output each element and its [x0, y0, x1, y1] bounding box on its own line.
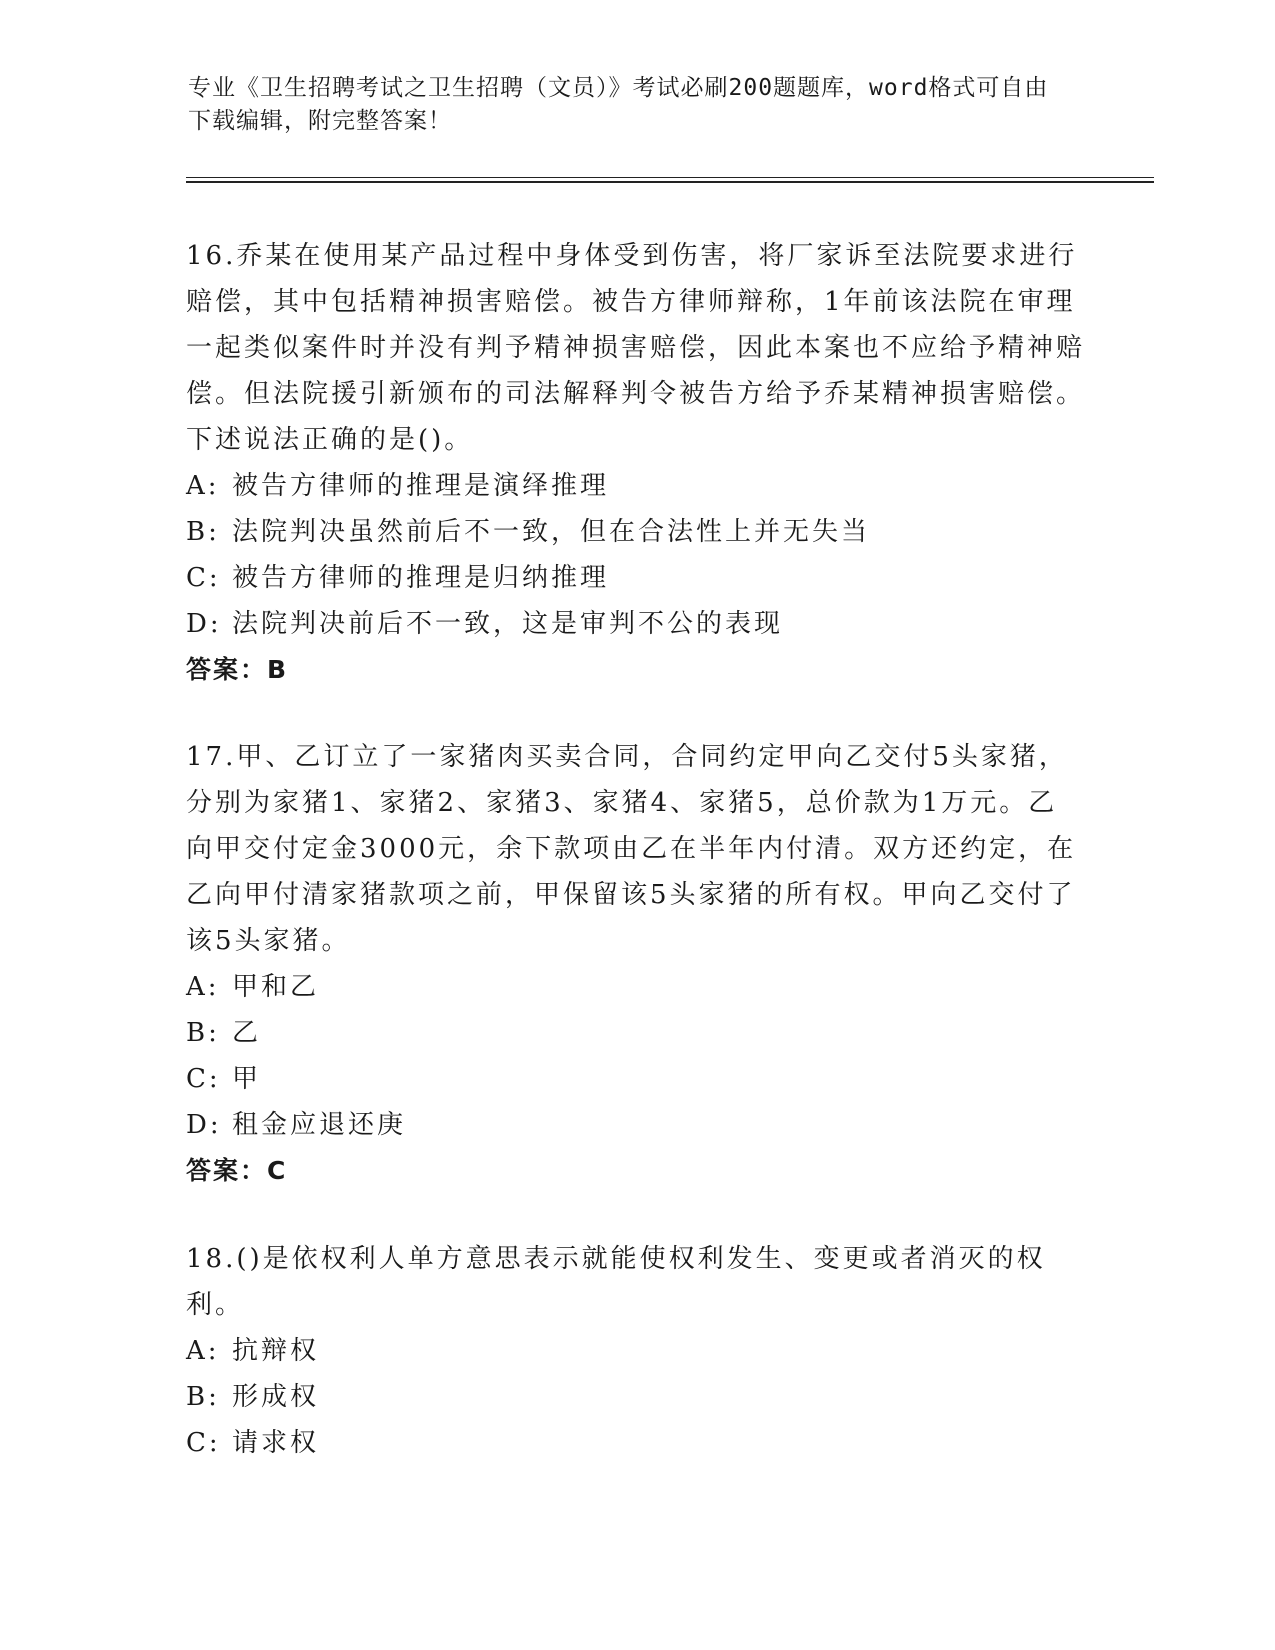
answer-label: 答案：B [186, 655, 289, 684]
option-text: 抗辩权 [232, 1336, 320, 1366]
option-text: 被告方律师的推理是归纳推理 [232, 563, 610, 593]
answer-label: 答案：C [186, 1156, 288, 1185]
question-stem: 18.()是依权利人单方意思表示就能使权利发生、变更或者消灭的权利。 [186, 1244, 1046, 1320]
option-letter: C: [186, 1428, 221, 1458]
option-d [186, 1102, 1086, 1148]
option-c [186, 1056, 1086, 1102]
option-text: 请求权 [232, 1428, 320, 1458]
option-letter: A: [186, 471, 220, 501]
option-a [186, 463, 1086, 509]
option-letter: B: [186, 517, 220, 547]
option-text: 被告方律师的推理是演绎推理 [232, 471, 610, 501]
option-text: 形成权 [232, 1382, 320, 1412]
option-a [186, 1328, 1086, 1374]
option-text: 甲 [232, 1064, 262, 1094]
option-text: 甲和乙 [232, 972, 320, 1002]
option-b [186, 1010, 1086, 1056]
option-b [186, 509, 1086, 555]
option-letter: A: [186, 1336, 220, 1366]
option-letter: B: [186, 1018, 220, 1048]
question-17 [186, 734, 1086, 1194]
option-a [186, 964, 1086, 1010]
option-text: 租金应退还庚 [232, 1110, 407, 1140]
option-b [186, 1374, 1086, 1420]
option-letter: A: [186, 972, 220, 1002]
option-letter: C: [186, 1064, 221, 1094]
header-rule-bottom [186, 181, 1154, 183]
question-16 [186, 233, 1086, 693]
option-letter: C: [186, 563, 221, 593]
question-stem: 16.乔某在使用某产品过程中身体受到伤害，将厂家诉至法院要求进行赔偿，其中包括精神损害赔偿。被告方律师辩称，1年前该法院在审理一起类似案件时并没有判予精神损害赔偿，因此本案也不应给予精神赔偿。但法院援引新颁布的司法解释判令被告方给予乔某精神损害赔偿。下述说法正确的是()。 [186, 241, 1086, 455]
option-letter: B: [186, 1382, 220, 1412]
question-stem: 17.甲、乙订立了一家猪肉买卖合同，合同约定甲向乙交付5头家猪，分别为家猪1、家猪2、家猪3、家猪4、家猪5，总价款为1万元。乙向甲交付定金3000元，余下款项由乙在半年内付清。双方还约定，在乙向甲付清家猪款项之前，甲保留该5头家猪的所有权。甲向乙交付了该5头家猪。 [186, 742, 1077, 956]
option-c [186, 555, 1086, 601]
document-header: 专业《卫生招聘考试之卫生招聘（文员）》考试必刷200题题库，word格式可自由下载编辑，附完整答案！ [188, 75, 1049, 134]
option-text: 法院判决前后不一致，这是审判不公的表现 [232, 609, 784, 639]
question-18 [186, 1236, 1086, 1466]
option-letter: D: [186, 609, 222, 639]
option-text: 乙 [232, 1018, 262, 1048]
option-d [186, 601, 1086, 647]
header-rule-top [186, 177, 1154, 178]
option-letter: D: [186, 1110, 222, 1140]
option-text: 法院判决虽然前后不一致，但在合法性上并无失当 [232, 517, 871, 547]
option-c [186, 1420, 1086, 1466]
